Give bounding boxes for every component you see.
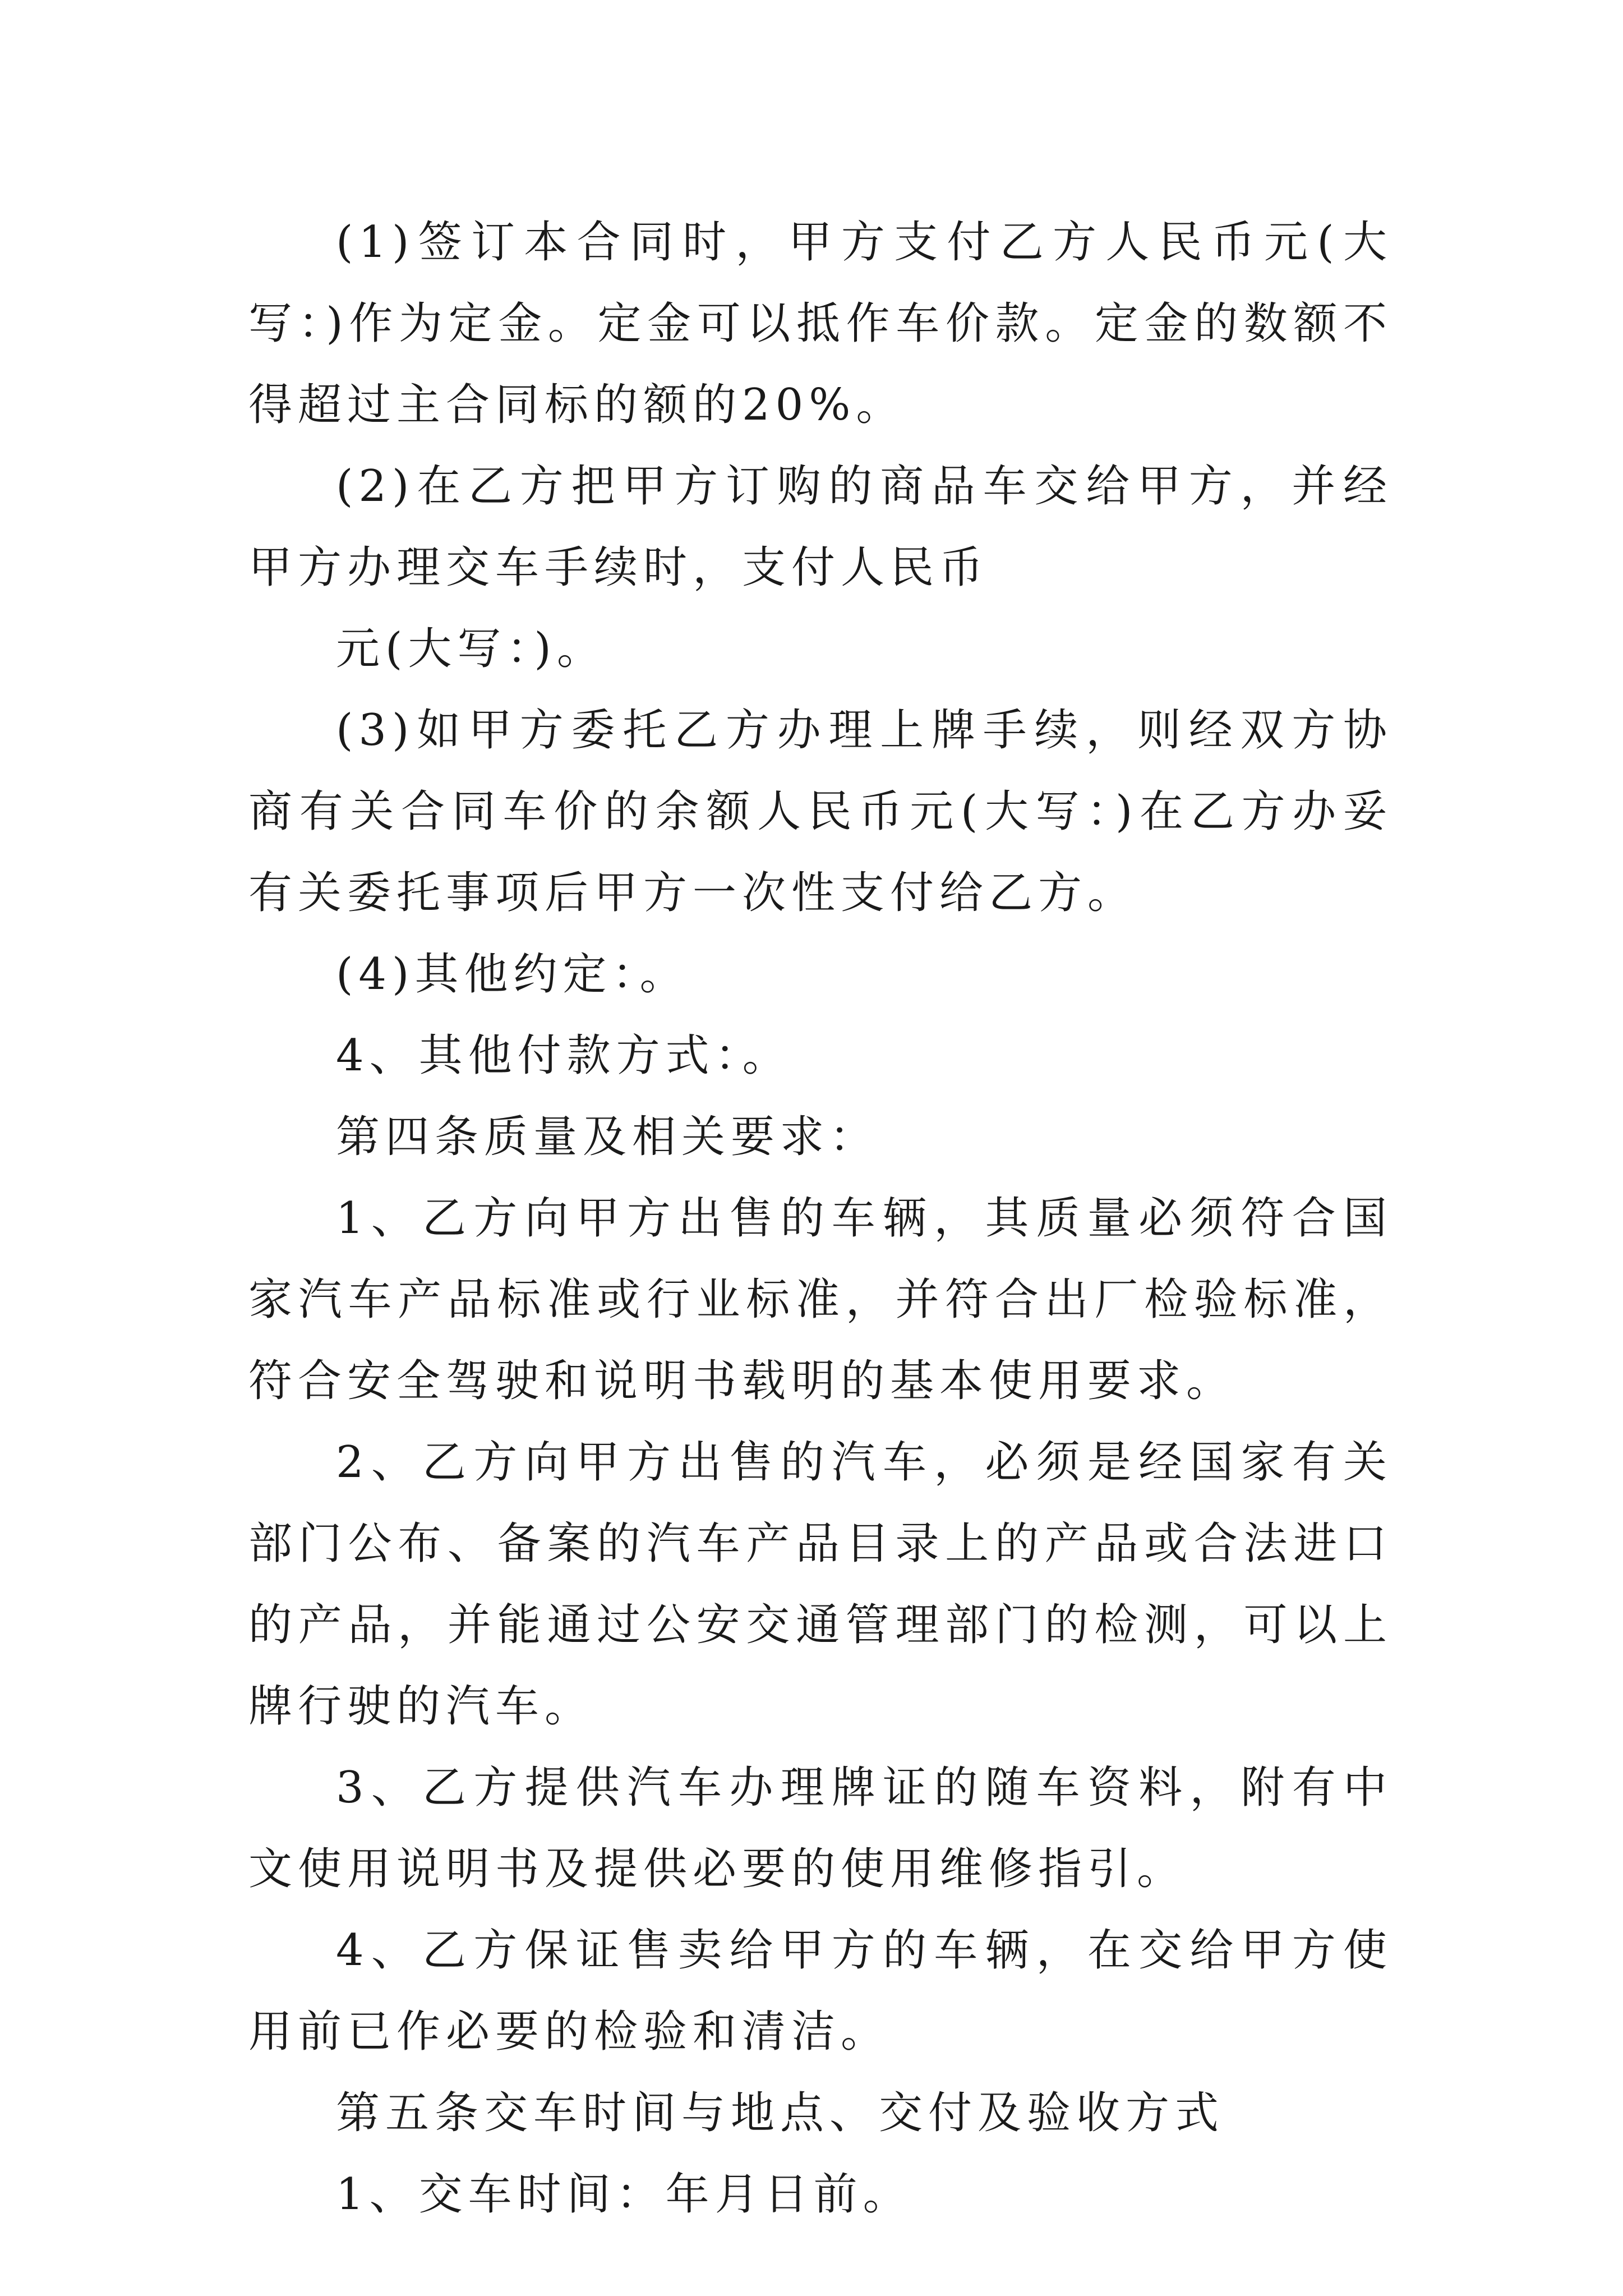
paragraph-quality-4: 4、乙方保证售卖给甲方的车辆，在交给甲方使用前已作必要的检验和清洁。 (248, 1925, 1393, 2057)
paragraph-quality-2: 2、乙方向甲方出售的汽车，必须是经国家有关部门公布、备案的汽车产品目录上的产品或合法进口的产品，并能通过公安交通管理部门的检测，可以上牌行驶的汽车。 (248, 1437, 1393, 1732)
paragraph-quality-1: 1、乙方向甲方出售的车辆，其质量必须符合国家汽车产品标准或行业标准，并符合出厂检验标准，符合安全驾驶和说明书载明的基本使用要求。 (248, 1193, 1393, 1406)
document-page (248, 202, 1393, 2235)
section-heading-article-5: 第五条交车时间与地点、交付及验收方式 (336, 2088, 1225, 2138)
paragraph-clause-2: (2)在乙方把甲方订购的商品车交给甲方，并经甲方办理交车手续时，支付人民币 (248, 461, 1393, 593)
paragraph-clause-1: (1)签订本合同时，甲方支付乙方人民币元(大写：)作为定金。定金可以抵作车价款。定金的数额不得超过主合同标的额的20%。 (248, 217, 1393, 430)
paragraph-clause-4: (4)其他约定：。 (336, 949, 689, 1000)
paragraph-delivery-time: 1、交车时间：年月日前。 (336, 2169, 912, 2220)
paragraph-other-payment: 4、其他付款方式：。 (336, 1030, 792, 1081)
paragraph-clause-2-continued: 元(大写：)。 (336, 624, 606, 674)
paragraph-clause-3: (3)如甲方委托乙方办理上牌手续，则经双方协商有关合同车价的余额人民币元(大写：)在乙方办妥有关委托事项后甲方一次性支付给乙方。 (248, 705, 1393, 918)
paragraph-quality-3: 3、乙方提供汽车办理牌证的随车资料，附有中文使用说明书及提供必要的使用维修指引。 (248, 1763, 1393, 1894)
section-heading-article-4: 第四条质量及相关要求： (336, 1112, 879, 1162)
